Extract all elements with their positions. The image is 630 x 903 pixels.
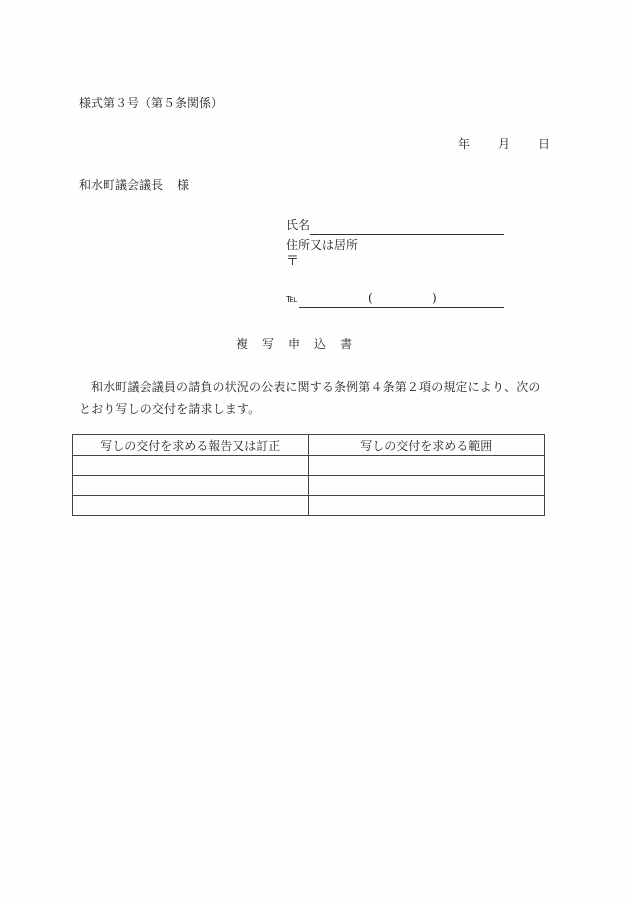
- tel-field[interactable]: [299, 307, 504, 308]
- applicant-block: [286, 219, 504, 308]
- table-cell[interactable]: [73, 456, 309, 476]
- title-char: 込: [314, 337, 327, 351]
- request-body: 和水町議会議員の請負の状況の公表に関する条例第４条第２項の規定により、次のとおり写しの交付を請求します。: [79, 380, 541, 416]
- table-cell[interactable]: [73, 476, 309, 496]
- postal-mark: 〒: [286, 254, 300, 269]
- title-char: 申: [288, 337, 301, 351]
- table-row: [73, 456, 545, 476]
- addressee: [79, 179, 189, 191]
- table-cell[interactable]: [308, 496, 545, 516]
- table-row: [73, 476, 545, 496]
- request-table: [72, 434, 545, 516]
- table-row: [73, 496, 545, 516]
- table-cell[interactable]: [308, 476, 545, 496]
- table-cell[interactable]: [308, 456, 545, 476]
- tel-paren-close: ): [432, 291, 437, 305]
- addressee-honorific: 様: [177, 178, 190, 192]
- address-label: 住所又は居所: [286, 238, 359, 252]
- header-scope: 写しの交付を求める範囲: [308, 435, 545, 456]
- name-row: [286, 219, 504, 235]
- title-char: 複: [236, 337, 249, 351]
- addressee-name: 和水町議会議長: [79, 178, 164, 192]
- name-label: 氏名: [286, 218, 311, 232]
- header-report: 写しの交付を求める報告又は訂正: [73, 435, 309, 456]
- date-line: [458, 138, 550, 150]
- tel-paren-open: (: [368, 291, 373, 305]
- table-header-row: [73, 435, 545, 456]
- form-number: 様式第３号（第５条関係）: [79, 96, 224, 110]
- date-year: 年: [457, 137, 470, 151]
- date-day: 日: [537, 137, 550, 151]
- tel-label: ℡: [286, 292, 297, 305]
- title-char: 写: [262, 337, 275, 351]
- document-title: [236, 338, 352, 350]
- date-month: 月: [497, 137, 510, 151]
- table-cell[interactable]: [73, 496, 309, 516]
- name-field[interactable]: [310, 234, 504, 235]
- tel-row: [286, 292, 504, 308]
- title-char: 書: [340, 337, 353, 351]
